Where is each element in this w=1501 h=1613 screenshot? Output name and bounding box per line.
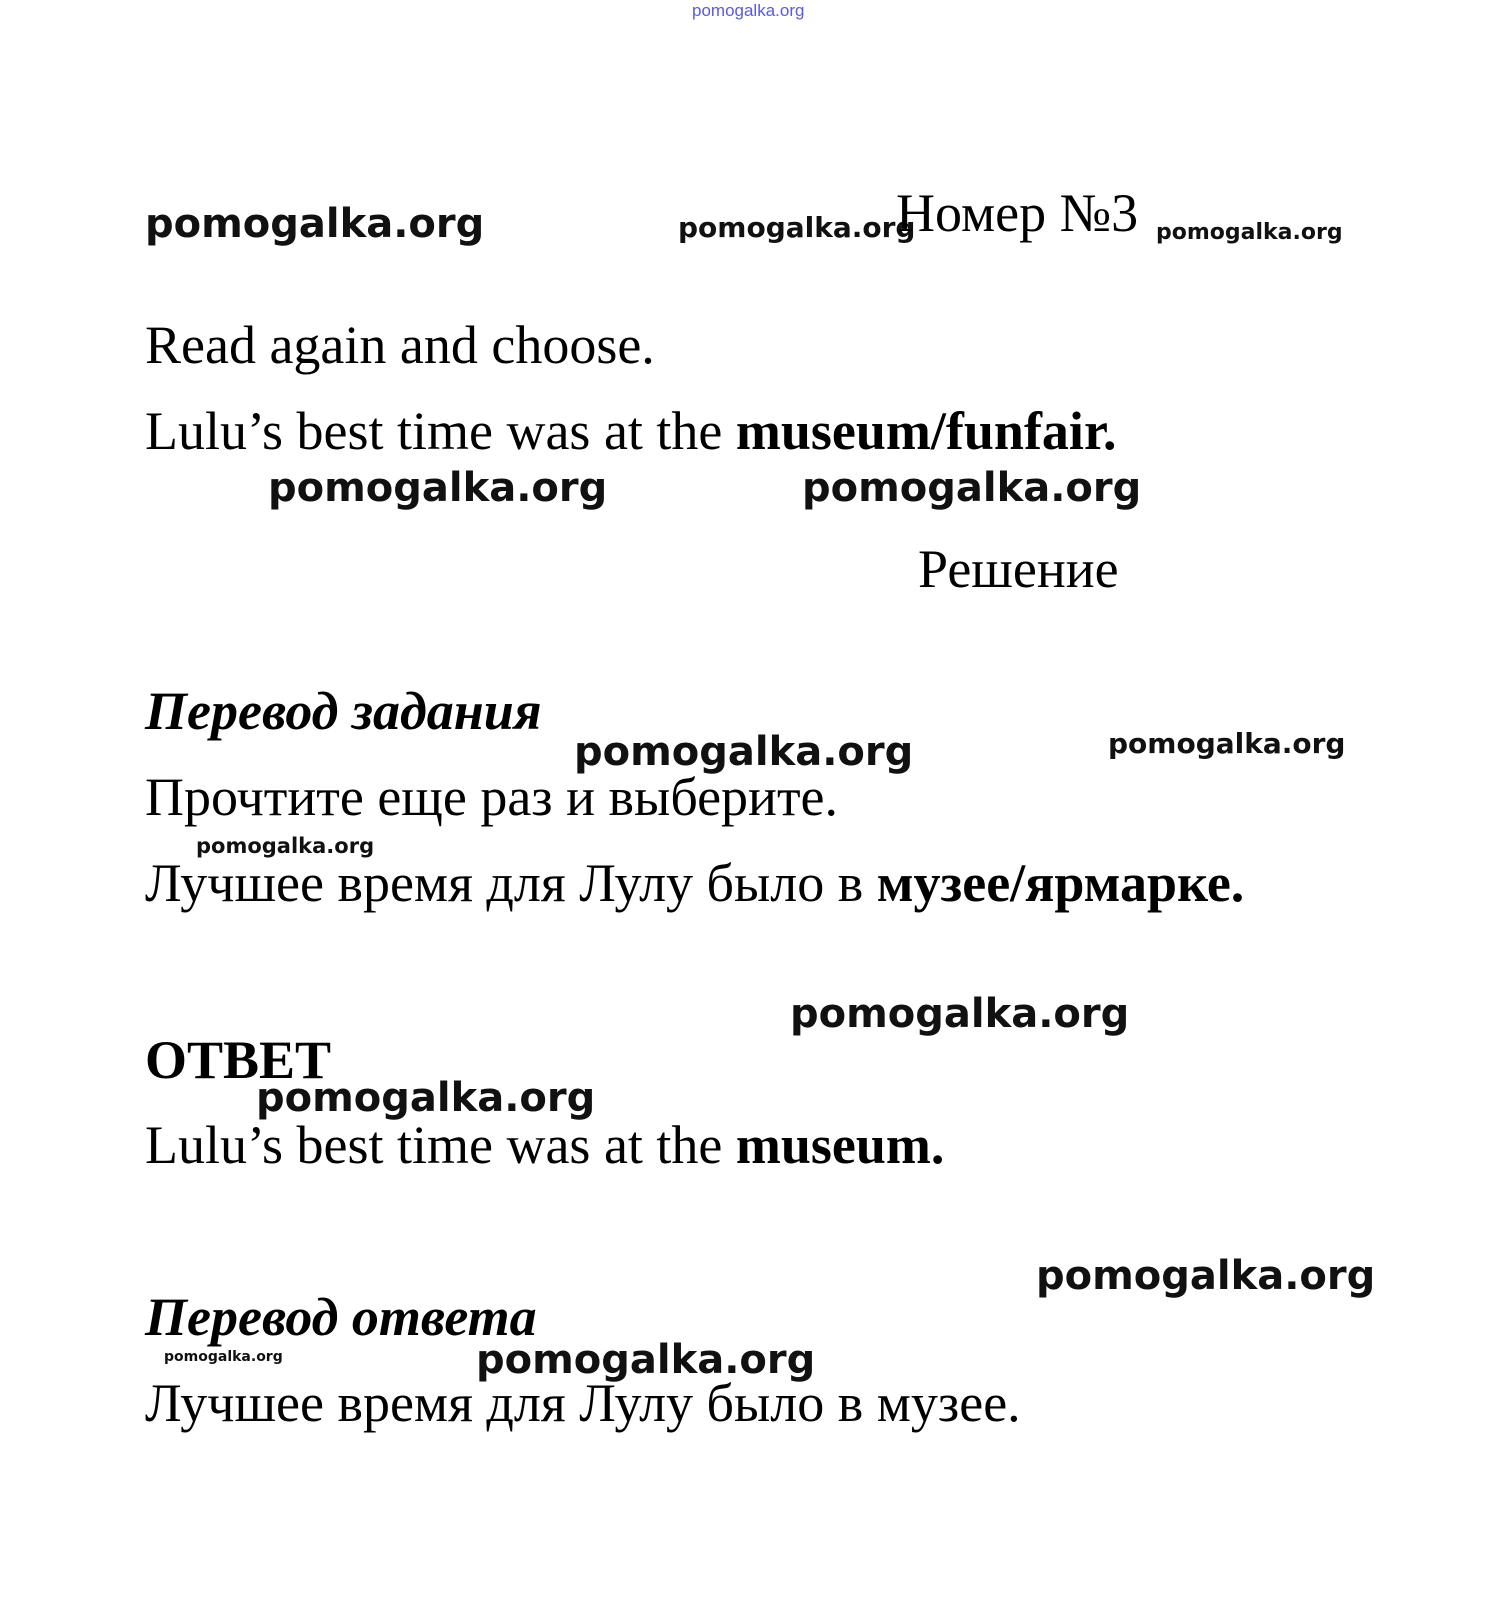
task-translation-sentence xyxy=(145,853,1245,913)
answer-heading: ОТВЕТ xyxy=(145,1030,332,1090)
answer-translation-heading: Перевод ответа xyxy=(145,1287,537,1347)
solution-label: Решение xyxy=(918,539,1119,599)
task-translation-sentence-options: музее/ярмарке. xyxy=(876,853,1245,913)
watermark: pomogalka.org xyxy=(790,991,1130,1037)
watermark: pomogalka.org xyxy=(196,834,375,858)
task-sentence xyxy=(145,401,1117,461)
answer-sentence xyxy=(145,1115,945,1175)
answer-translation-sentence: Лучшее время для Лулу было в музее. xyxy=(145,1373,1021,1433)
watermark: pomogalka.org xyxy=(268,465,608,511)
watermark: pomogalka.org xyxy=(145,201,485,247)
watermark: pomogalka.org xyxy=(574,729,914,775)
watermark: pomogalka.org xyxy=(256,1075,596,1121)
watermark-top: pomogalka.org xyxy=(692,1,805,20)
watermark: pomogalka.org xyxy=(1036,1253,1376,1299)
watermark: pomogalka.org xyxy=(164,1349,283,1365)
watermark: pomogalka.org xyxy=(802,465,1142,511)
task-translation-heading: Перевод задания xyxy=(145,681,542,741)
task-sentence-options: museum/funfair. xyxy=(735,401,1117,461)
page-title: Номер №3 xyxy=(896,183,1139,243)
task-sentence-start: Lulu’s best time was at the xyxy=(145,401,736,461)
answer-sentence-start: Lulu’s best time was at the xyxy=(145,1115,736,1175)
watermark: pomogalka.org xyxy=(1156,220,1343,245)
answer-sentence-answer: museum. xyxy=(735,1115,945,1175)
watermark: pomogalka.org xyxy=(476,1337,816,1383)
task-translation-sentence-start: Лучшее время для Лулу было в xyxy=(145,853,877,913)
watermark: pomogalka.org xyxy=(1108,727,1346,760)
task-instruction: Read again and choose. xyxy=(145,315,655,375)
watermark: pomogalka.org xyxy=(678,211,916,244)
task-translation-instruction: Прочтите еще раз и выберите. xyxy=(145,767,839,827)
